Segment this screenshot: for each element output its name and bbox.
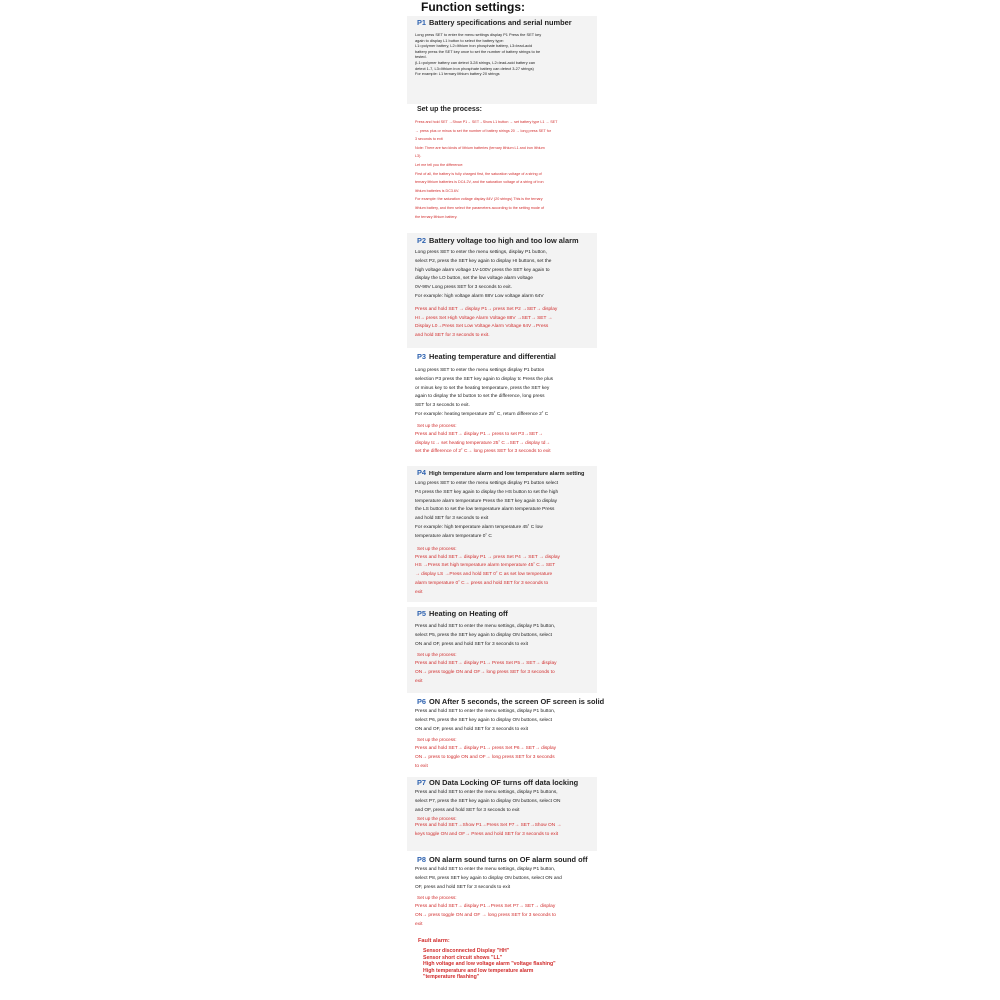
fault-item: Sensor disconnected Display "HH" bbox=[423, 948, 510, 954]
section-p3-number: P3 bbox=[417, 352, 427, 361]
body-line: and OF, press and hold SET for 3 seconds to exit bbox=[415, 807, 520, 813]
body-line: Long press SET to enter the menu settings, display P1 button, bbox=[415, 250, 547, 255]
section-p4-steps bbox=[415, 554, 595, 598]
step-line: exit bbox=[415, 589, 423, 595]
section-p5-steps bbox=[415, 660, 595, 686]
section-p2-number: P2 bbox=[417, 236, 427, 245]
section-p4-setup-title: Set up the process: bbox=[417, 545, 457, 551]
step-line: HS →Press Set high temperature alarm temperature 45˚ C→ SET bbox=[415, 563, 556, 569]
step-line: Display L0→Press Set Low Voltage Alarm Voltage 64V→Press bbox=[415, 324, 549, 330]
step-line: HI→ press Set High Voltage Alarm Voltage 88V →SET→ SET → bbox=[415, 315, 553, 321]
section-p2-steps bbox=[415, 306, 595, 341]
section-p3-header bbox=[417, 352, 597, 361]
section-p5-title: Heating on Heating off bbox=[429, 609, 508, 618]
step-line: → display LS →Press and hold SET 0˚ C as set low temperature bbox=[415, 572, 553, 578]
step-line: exit bbox=[415, 921, 423, 927]
body-line: P4 press the SET key again to display the HS button to set the high bbox=[415, 489, 559, 495]
step-line: ON→ press toggle ON and OF → long press SET for 3 seconds to bbox=[415, 913, 556, 919]
section-p5-body bbox=[415, 623, 595, 649]
body-line: SET for 3 seconds to exit. bbox=[415, 403, 470, 409]
body-line: Press and hold SET to enter the menu settings, display P1 button, bbox=[415, 624, 556, 629]
fault-item: Sensor short circuit shows "LL" bbox=[423, 954, 503, 961]
body-line: battery press the SET key once to set the number of battery strings to be bbox=[415, 48, 541, 54]
section-p7 bbox=[407, 777, 597, 851]
body-line: temperature alarm temperature 0˚ C bbox=[415, 533, 492, 539]
fault-alarm-list bbox=[423, 948, 593, 981]
section-p4-body bbox=[415, 480, 595, 542]
body-line: select P5, press the SET key again to display ON buttons, select bbox=[415, 632, 552, 638]
section-p7-setup-title: Set up the process: bbox=[417, 816, 457, 822]
body-line: select P7, press the SET key again to display ON buttons, select ON bbox=[415, 798, 561, 804]
step-line: keys toggle ON and OF→ Press and hold SET for 3 seconds to exit bbox=[415, 832, 559, 838]
section-p1-header bbox=[417, 18, 597, 27]
setup-line: Press and hold SET →Show P1→ SET→Show L1 button → set battery type L1 → SET bbox=[415, 120, 558, 124]
body-line: L1=polymer battery, L2=lithium iron phosphate battery, L3=lead-acid bbox=[415, 43, 533, 49]
section-p2-title: Battery voltage too high and too low alarm bbox=[429, 236, 579, 245]
body-line: select P6, press the SET key again to display ON buttons, select bbox=[415, 717, 552, 723]
step-line: Press and hold SET→Show P1→Press Set P7→ SET→Show ON → bbox=[415, 823, 562, 829]
section-p8 bbox=[407, 855, 597, 935]
setup-line: L3). bbox=[415, 154, 422, 159]
fault-item: High temperature and low temperature alarm bbox=[423, 967, 534, 974]
section-p8-header bbox=[417, 855, 597, 864]
body-line: display the LO button, set the low voltage alarm voltage bbox=[415, 276, 533, 282]
section-p1-title: Battery specifications and serial number bbox=[429, 18, 572, 27]
section-p8-body bbox=[415, 866, 595, 892]
section-p3-setup-title: Set up the process: bbox=[417, 422, 457, 428]
section-p6-setup-title: Set up the process: bbox=[417, 737, 457, 743]
body-line: Press and hold SET to enter the menu settings, display P1 button, bbox=[415, 709, 556, 714]
section-p8-number: P8 bbox=[417, 855, 427, 864]
step-line: to exit bbox=[415, 763, 428, 769]
section-p7-number: P7 bbox=[417, 778, 427, 787]
section-p4-number: P4 bbox=[417, 468, 427, 477]
section-p1-number: P1 bbox=[417, 18, 427, 27]
step-line: set the difference of 2˚ C→ long press SET for 3 seconds to exit bbox=[415, 449, 551, 455]
step-line: and hold SET for 3 seconds to exit. bbox=[415, 333, 490, 339]
page-title: Function settings: bbox=[421, 0, 525, 14]
setup-line: Note: There are two kinds of lithium batteries (ternary lithium L1 and iron lithium bbox=[415, 145, 545, 150]
section-p5-header bbox=[417, 609, 597, 618]
section-setup-process bbox=[407, 106, 597, 230]
body-line: again to display the td button to set the difference, long press bbox=[415, 394, 545, 400]
section-p7-header bbox=[417, 778, 597, 787]
section-p8-title: ON alarm sound turns on OF alarm sound off bbox=[429, 855, 588, 864]
section-p6-header bbox=[417, 697, 605, 706]
section-p3-title: Heating temperature and differential bbox=[429, 352, 556, 361]
body-line: detect 1-7, L3=lithium iron phosphate battery can detect 3-27 strings) bbox=[415, 65, 534, 71]
step-line: Press and hold SET → display P1→ press Set P2 →SET→ display bbox=[415, 306, 558, 312]
step-line: display tc→ set heating temperature 25˚ C→SET→ display td→ bbox=[415, 440, 551, 446]
section-p2-header bbox=[417, 236, 597, 245]
section-p3-steps bbox=[415, 431, 595, 457]
section-p5-setup-title: Set up the process: bbox=[417, 652, 457, 658]
body-line: the LS button to set the low temperature alarm temperature Press bbox=[415, 507, 555, 513]
section-p6-title: ON After 5 seconds, the screen OF screen is solid bbox=[429, 697, 605, 706]
step-line: ON→ press toggle ON and OF→ long press SET for 3 seconds to bbox=[415, 670, 555, 676]
body-line: For example: high voltage alarm 88V Low voltage alarm 64V bbox=[415, 293, 544, 299]
body-line: select P2, press the SET key again to display HI buttons, set the bbox=[415, 258, 552, 264]
body-line: or minus key to set the heating temperature, press the SET key bbox=[415, 385, 550, 391]
fault-item: "temperature flashing" bbox=[423, 974, 480, 980]
section-p5 bbox=[407, 607, 597, 693]
section-p4 bbox=[407, 466, 597, 602]
body-line: ON and OF, press and hold SET for 3 seconds to exit bbox=[415, 726, 528, 732]
section-p6-steps bbox=[415, 745, 595, 771]
body-line: Long press SET to enter the menu settings display P1 button select bbox=[415, 481, 559, 486]
body-line: Press and hold SET to enter the menu settings, display P1 button, bbox=[415, 867, 556, 872]
body-line: Long press SET to enter the menu settings display P1 button bbox=[415, 368, 545, 373]
body-line: temperature alarm temperature Press the SET key again to display bbox=[415, 498, 558, 504]
body-line: selection P3 press the SET key again to display tc Press the plus bbox=[415, 376, 554, 382]
body-line: ON and OF, press and hold SET for 3 seconds to exit bbox=[415, 641, 528, 647]
section-p3 bbox=[407, 352, 597, 464]
body-line: 0V-99V Long press SET for 3 seconds to exit. bbox=[415, 285, 512, 291]
section-p4-title: High temperature alarm and low temperature alarm setting bbox=[429, 471, 585, 477]
section-p1 bbox=[407, 16, 597, 104]
body-line: For example: L1 ternary lithium battery 20 strings bbox=[415, 71, 500, 77]
body-line: and hold SET for 3 seconds to exit bbox=[415, 516, 489, 522]
setup-process-title: Set up the process: bbox=[417, 106, 482, 113]
fault-item: High voltage and low voltage alarm "voltage flashing" bbox=[423, 961, 556, 967]
setup-line: lithium batteries is DC3.6V. bbox=[415, 188, 460, 193]
setup-process-body bbox=[415, 118, 595, 221]
body-line: Long press SET to enter the menu settings display P1 Press the SET key bbox=[415, 32, 542, 37]
step-line: Press and hold SET→ display P1→ Press Set P5→ SET→ display bbox=[415, 661, 557, 667]
step-line: Press and hold SET→ display P1→Press Set P7→ SET→ display bbox=[415, 904, 556, 910]
section-p5-number: P5 bbox=[417, 609, 427, 618]
body-line: For example: high temperature alarm temperature 45˚ C low bbox=[415, 524, 543, 530]
section-p2 bbox=[407, 233, 597, 348]
step-line: exit bbox=[415, 678, 423, 684]
body-line: Press and hold SET to enter the menu settings, display P1 buttons, bbox=[415, 790, 558, 795]
body-line: tested. bbox=[415, 54, 427, 60]
setup-line: ternary lithium batteries is DC4.2V, and the saturation voltage of a string of iron bbox=[415, 180, 544, 185]
step-line: Press and hold SET→ display P1→ press Set P6→ SET→ display bbox=[415, 746, 557, 752]
section-p7-body bbox=[415, 789, 595, 815]
step-line: Press and hold SET→ display P1→ press to set P3→SET→ bbox=[415, 431, 543, 437]
step-line: ON→ press to toggle ON and OF→ long press SET for 3 seconds bbox=[415, 755, 555, 761]
body-line: OF, press and hold SET for 3 seconds to exit bbox=[415, 884, 511, 890]
setup-line: For example: the saturation voltage display 84V (20 strings) This is the ternary bbox=[415, 197, 543, 202]
section-p6-number: P6 bbox=[417, 697, 427, 706]
setup-line: lithium battery, and then select the parameters according to the setting mode of bbox=[415, 205, 545, 210]
setup-line: the ternary lithium battery. bbox=[415, 214, 458, 219]
section-p8-steps bbox=[415, 903, 595, 929]
section-p6 bbox=[407, 697, 605, 777]
body-line: (L1=polymer battery can detect 3-28 strings, L2=lead-acid battery can bbox=[415, 59, 536, 65]
section-p7-title: ON Data Locking OF turns off data locking bbox=[429, 778, 579, 787]
fault-alarm-title: Fault alarm: bbox=[418, 938, 450, 944]
body-line: select P8, press SET key again to display ON buttons, select ON and bbox=[415, 875, 562, 881]
body-line: For example: heating temperature 25˚ C, return difference 2˚ C bbox=[415, 411, 549, 417]
section-p6-body bbox=[415, 708, 595, 734]
body-line: again to display L1 button to select the battery type: bbox=[415, 37, 504, 43]
section-p2-body bbox=[415, 249, 595, 302]
body-line: high voltage alarm voltage 1V-100V press the SET key again to bbox=[415, 267, 550, 273]
section-p7-steps bbox=[415, 822, 595, 840]
section-p4-header bbox=[417, 468, 597, 477]
setup-line: 3 seconds to exit bbox=[415, 137, 443, 142]
step-line: Press and hold SET→ display P1 → press Set P4 → SET → display bbox=[415, 554, 560, 560]
setup-line: Let me tell you the difference: bbox=[415, 162, 464, 167]
section-p1-body bbox=[415, 32, 595, 77]
step-line: alarm temperature 0˚ C→ press and hold SET for 3 seconds to bbox=[415, 580, 549, 586]
section-p3-body bbox=[415, 367, 595, 420]
section-p8-setup-title: Set up the process: bbox=[417, 895, 457, 901]
setup-line: First of all, the battery is fully charged first, the saturation voltage of a string of bbox=[415, 171, 542, 176]
setup-line: → press plus or minus to set the number of battery strings 20 → long press SET for bbox=[415, 128, 552, 133]
